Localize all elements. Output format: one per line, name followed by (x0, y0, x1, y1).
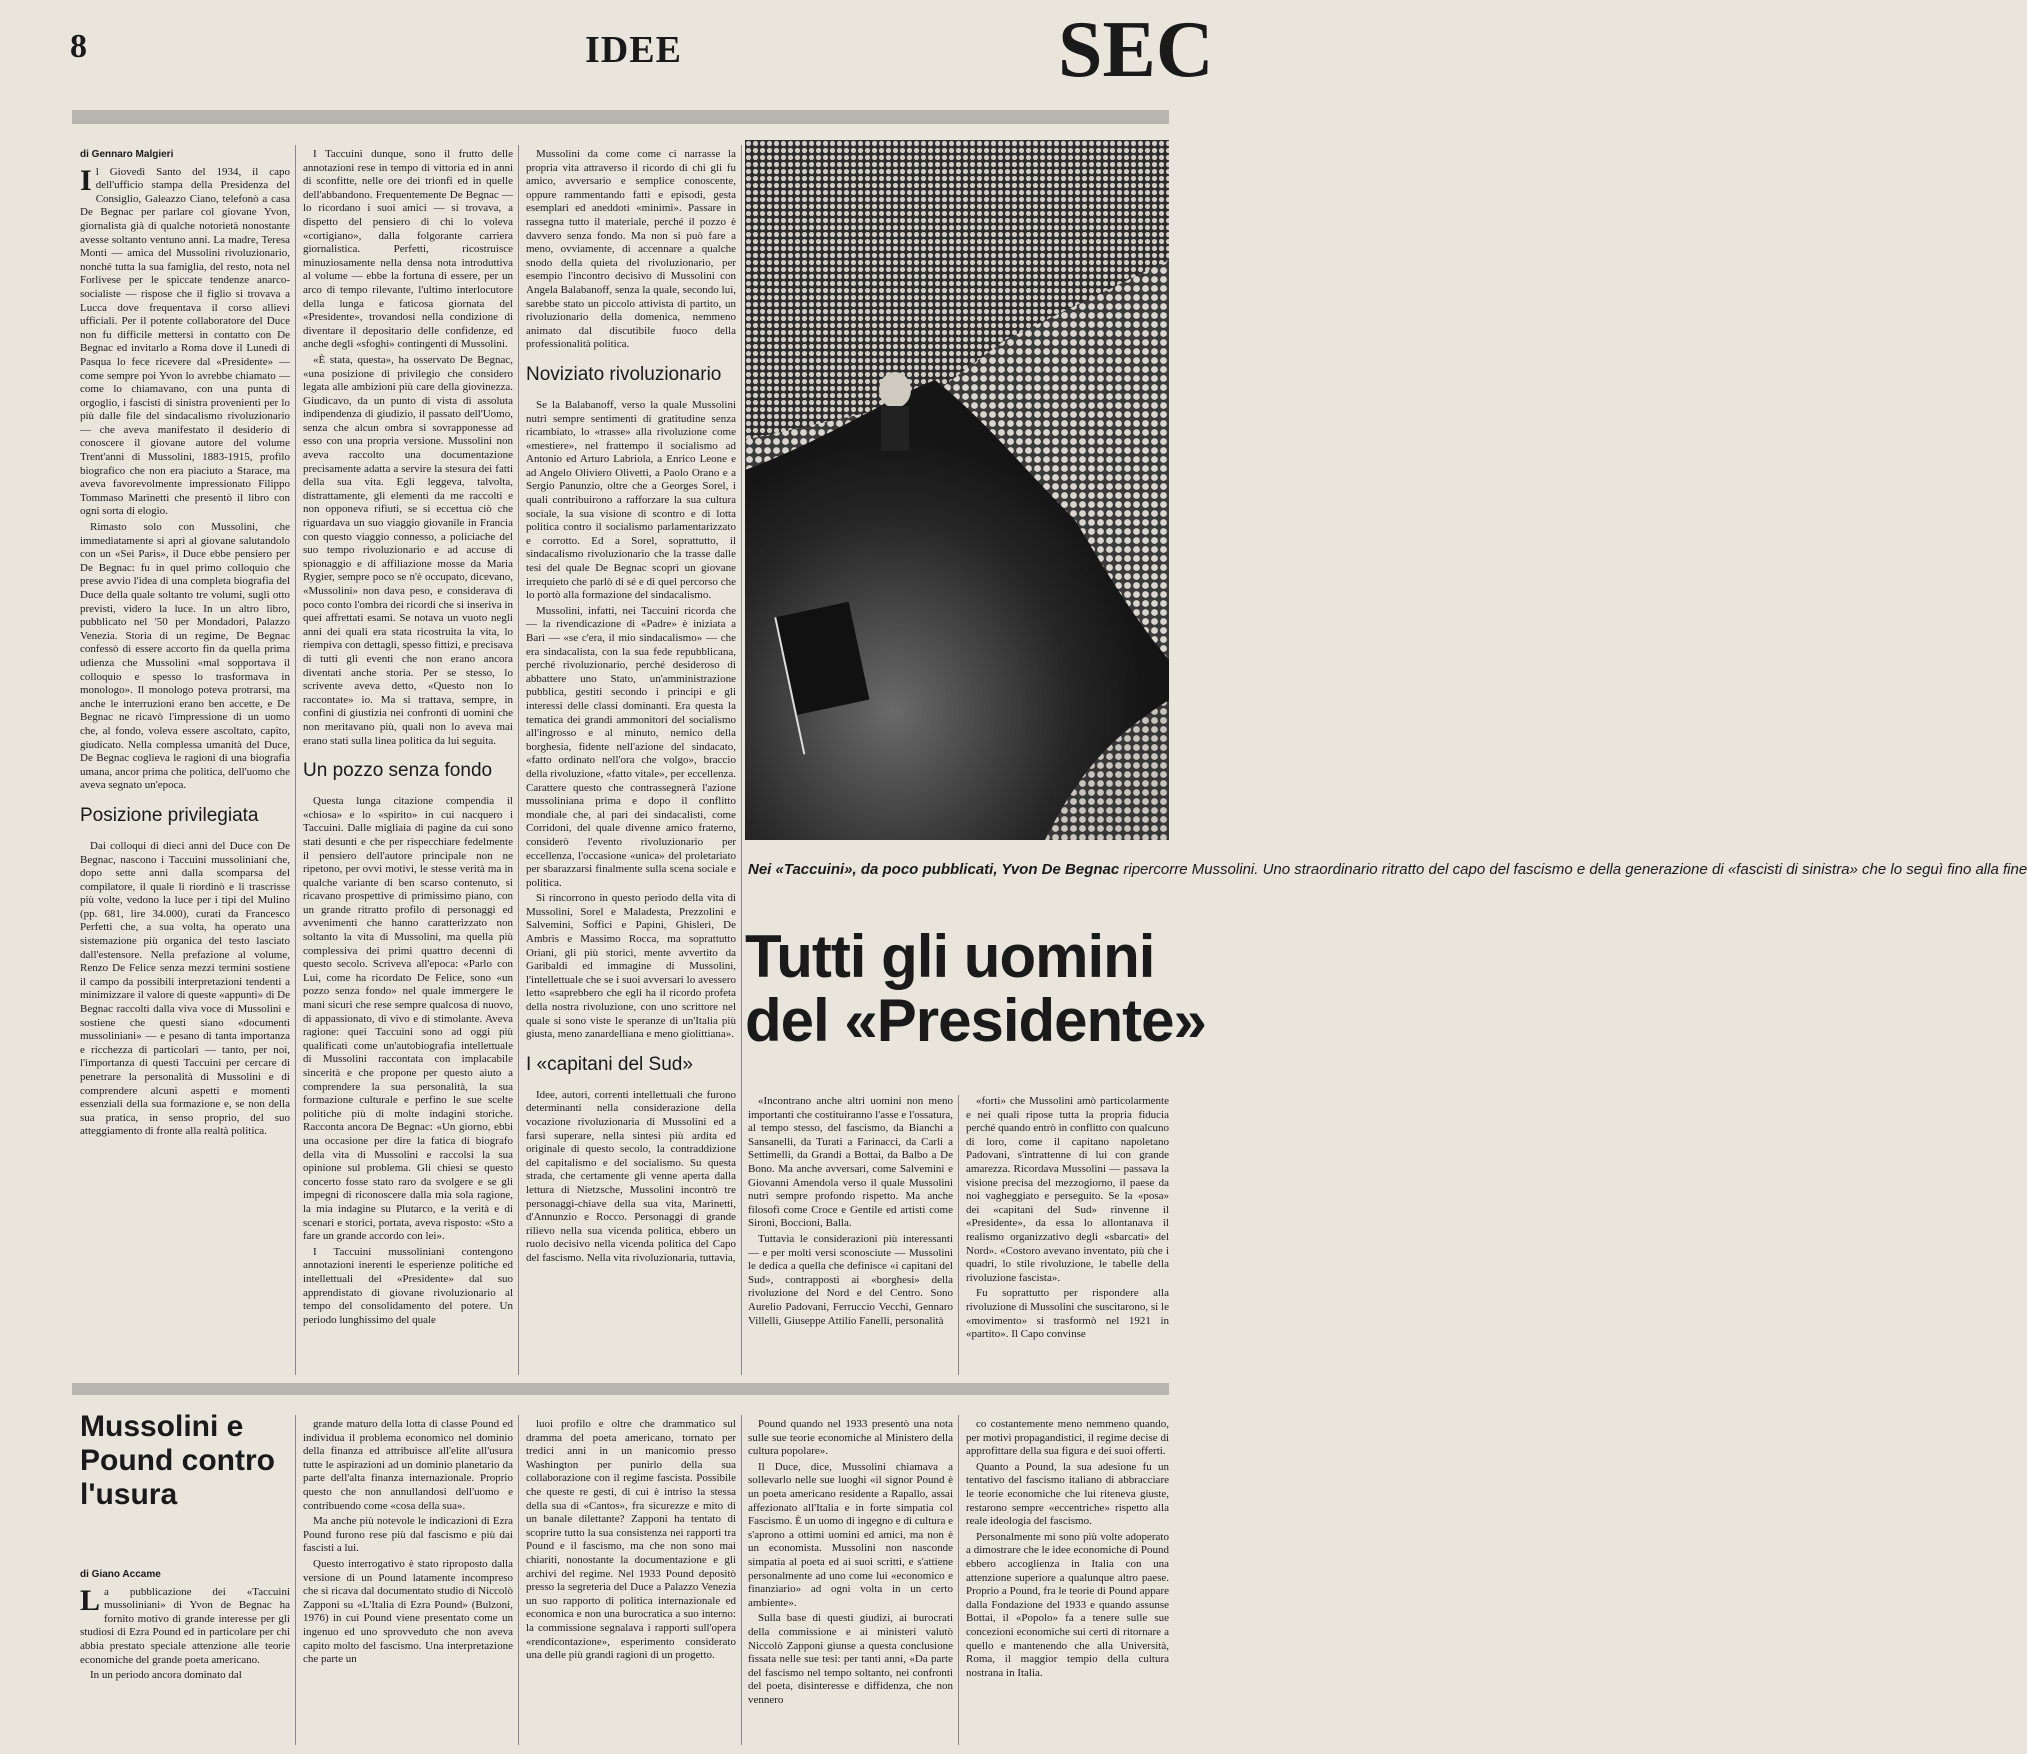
article2-paragraph: Sulla base di questi giudizi, ai burocrati della commissione e ai ministeri valutò Niccolò Zapponi giunse a questa conclusione fissata nelle sue tesi: per tanti anni, «Da parte del fascismo nel tempo soltanto, nei confronti del poeta, disinteresse e diffidenza, che non vennero (748, 1612, 953, 1706)
article1-paragraph: «È stata, questa», ha osservato De Begnac, «una posizione di privilegio che considero legata alle ambizioni più care della giovinezza. Giudicavo, da un punto di vista di assoluta indipendenza di giudizio, il passato dell'Uomo, senza che alcun ombra si sovrapponesse ad esso con una propria versione. Mussolini non aveva raccolto una documentazione precisamente adatta a servire la stesura dei fatti della sua vita. Egli leggeva, talvolta, distrattamente, gli elementi da me raccolti e non opponeva rifiuti, se si eccettua ciò che riguardava un suo viaggio giovanile in Francia con questo viaggio connesso, a policiache del suo tempo rivoluzionario e ad accuse di spionaggio e di affiliazione mosse da Maria Rygier, sempre poco se n'è occupato, dicevano, «Mussolini» non dava peso, e considerava di poco conto l'ombra dei ricordi che si inseriva in quei affrettati esami. Se notava un vuoto negli anni dei quali era stata ricostruita la vita, lo riempiva con dettagli, spesso fittizi, e precisava di tutti gli eventi che non erano ancora diventati anche storia. Per se stesso, lo scrivente aveva detto, «Questo non lo raccontate» io. Ma si trattava, sempre, in confini di giustizia nei confronti di uomini che non meritavano più, quali non lo aveva mai erano stati sulla linea politica da lui seguita. (303, 353, 513, 747)
column-divider (958, 1095, 959, 1375)
article2-paragraph: grande maturo della lotta di classe Pound ed individua il problema economico nel dominio della finanza ed attribuisce all'elite all'usura tutte le aspirazioni ad un dominio planetario da parte dell'alta finanza internazionale. Proprio questo che non annullandosi dell'uomo e contribuendo come «cosa della sua». (303, 1418, 513, 1512)
column-divider (741, 1415, 742, 1745)
article1-column-3 (526, 148, 736, 1373)
article2-paragraph: Quanto a Pound, la sua adesione fu un tentativo del fascismo italiano di abbracciare le teorie economiche che lui riteneva giuste, restarono sempre «eccentriche» rispetto alla reale ideologia del fascismo. (966, 1460, 1169, 1528)
subhead-noviziato-rivoluzionario: Noviziato rivoluzionario (526, 363, 722, 385)
article1-dropcap: I (80, 163, 92, 197)
article1-paragraph: Mussolini da come come ci narrasse la propria vita attraverso il ricordo di chi gli fu amico, avversario e semplice conoscente, oppure rammentando fatti e episodi, gesta esemplari ed aneddoti «minimi». Passare in rassegna tutto il materiale, perché il pozzo è davvero senza fondo. Ma non si può fare a meno, ovviamente, di accennare a qualche snodo della quieta del rivoluzionario, per esempio l'incontro decisivo di Mussolini con Angela Balabanoff, senza la quale, secondo lui, sarebbe stato un piccolo attivista di partito, un rivoluzionario della domenica, nemmeno animato dal discutibile fuoco della professionalità politica. (526, 148, 736, 351)
caption-lead: Nei «Taccuini», da poco pubblicati, Yvon De Begnac (748, 861, 1120, 878)
column-divider (741, 145, 742, 1375)
article1-paragraph: Questa lunga citazione compendia il «chiosa» e lo «spirito» in cui nacquero i Taccuini. Dalle migliaia di pagine da cui sono stati desunti e che per rispecchiare fedelmente il pensiero dell'autore principale non ne ripetono, per ovvi motivi, le stesse verità ma in qualche variante di ben scarso contenuto, si ricavano prospettive di primissimo piano, con un grande ritratto profilo di personaggi ed avvenimenti che hanno caratterizzato non soltanto la vita di Mussolini, ma quella più complessiva dei primi quattro decenni di questo secolo. Scriveva all'epoca: «Parlo con Lui, come ha ricordato De Felice, sono «un pozzo senza fondo» nel quale immergere le mani sicuri che rese sempre qualcosa di nuovo, di appassionato, di vivo e di stimolante. Aveva ragione: quei Taccuini sono ad oggi più qualificati come un'autobiografia intellettuale di Mussolini raccontata con implacabile sincerità e che propone per questo aiuto a comprendere la sua personalità, la sua formazione culturale e perfino le sue scelte politiche più di molte indagini storiche. Racconta ancora De Begnac: «Un giorno, ebbi una occasione per dire la fatica di biografo della vita di Mussolini e raccolsi la sua opinione sul problema. Gli chiesi se questo concerto fosse stato raro da svolgere e se gli impegni di riconoscere dalla mia sola ragione, la mia indagine su Plutarco, e la verità e di scenari e storici, portata, aveva risposto: «Sto a fare un grande accordo con lei». (303, 795, 513, 1243)
article1-column-1 (80, 148, 290, 1373)
section-divider (72, 1383, 1169, 1395)
article1-paragraph: Mussolini, infatti, nei Taccuini ricorda che — la rivendicazione di «Padre» è iniziata a Bari — «se c'era, il mio sindacalismo» — che era sindacalista, con la sua fede repubblicana, perché rivoluzionario, perché desideroso di abbattere uno Stato, un'amministrazione pubblica, gestiti secondo i principi e gli interessi delle classi dominanti. Era questa la tematica dei grandi ammonitori del socialismo all'ingrosso e al minuto, nemico della borghesia, fidente nell'azione del sindacato, «fatto ordinato nell'ora che volgo», braccio della rivoluzione, «fatto vitale», per eccellenza. Carattere questo che contrassegnerà l'azione mussoliniana prima e dopo il conflitto mondiale che, al pari dei sindacalisti, come Corridoni, del quale divenne amico fraterno, considerò l'evento rivoluzionario per eccellenza, l'occasione «unica» del proletariato per sbarazzarsi finalmente sulla scena sociale e politica. (526, 604, 736, 889)
article2-paragraph: Il Duce, dice, Mussolini chiamava a sollevarlo nelle sue luoghi «il signor Pound è un poeta americano residente a Rapallo, assai affezionato all'Italia e in forte simpatia col Fascismo. È un uomo di ingegno e di cultura e s'aprono a ottimi uomini ed amici, ma non è un economista. Mussolini non nasconde simpatia al poeta ed ai suoi scritti, e s'attiene personalmente ad uno come lui «economico e finanziario» ad ogni volta in un certo ambiente». (748, 1460, 953, 1609)
headline-line-2: del «Presidente» (745, 987, 1206, 1054)
article1-paragraph: Rimasto solo con Mussolini, che immediatamente si aprì al giovane salutandolo con un «Sei Paris», il Duce ebbe pensiero per De Begnac: fu in quel primo colloquio che prese avvio l'idea di una completa biografia del Duce della quale soltanto tre volumi, sugli otto previsti, videro la luce. In un altro libro, pubblicato nel '50 per Mondadori, Palazzo Venezia. Storia di un regime, De Begnac confessò di essere accorto fin da quella prima udienza che Mussolini «mal sopportava il colloquio e spesso lo trasformava in monologo». Il monologo poteva protrarsi, ma anche le interruzioni erano ben accette, e De Begnac ne ricavò l'impressione di un uomo che, al fondo, voleva essere ascoltato, capito, giudicato. Nella complessa umanità del Duce, De Begnac coglieva le ragioni di una biografia umana, ancor prima che politica, dell'uomo che aveva segnato un'epoca. (80, 521, 290, 792)
article1-paragraph: Tuttavia le considerazioni più interessanti — e per molti versi sconosciute — Mussolini le dedica a quella che definisce «i capitani del Sud», contrapposti ai «borghesi» della rivoluzione del Nord e del Centro. Sono Aurelio Padovani, Ferruccio Vecchi, Gennaro Villelli, Giuseppe Attilio Fanelli, personalità (748, 1232, 953, 1327)
photo-caption (748, 860, 2027, 880)
top-rule (72, 110, 1169, 124)
article2-text: a pubblicazione dei «Taccuini mussoliniani» di Yvon de Begnac ha fornito motivo di grande interesse per gli studiosi di Ezra Pound ed in particolare per chi abbia prestato speciale attenzione alle teorie economiche del grande poeta americano. (80, 1585, 290, 1666)
section-title: IDEE (585, 29, 682, 71)
article2-paragraph: luoi profilo e oltre che drammatico sul dramma del poeta americano, tornato per tredici anni in un manicomio presso Washington per punirlo della sua collaborazione con il regime fascista. Possibile che queste re gesti, di cui è intriso la stessa della sua di «Cantos», fra sicurezze e mito di un banale dilettante? Zapponi ha tentato di scoprire tutto la sua consistenza nei rapporti tra Pound e il fascismo, ma che non sono mai chiariti, nonostante la documentazione e gli archivi del regime. Nel 1933 Pound depositò presso la segreteria del Duce a Palazzo Venezia un suo rapporto di politica internazionale ed economica e non una burocratica a suo interno: la commissione segnalava i rapporti sull'opera «rendicontazione», esperimento considerato una delle più grandi ragioni di un progetto. (526, 1418, 736, 1662)
article1-paragraph: Se la Balabanoff, verso la quale Mussolini nutrì sempre sentimenti di gratitudine senza ricambiato, lo «trasse» alla rivoluzione come «mestiere», nel frattempo il socialismo ad Antonio ed Arturo Labriola, a Enrico Leone e ad Angelo Oliviero Olivetti, a Paolo Orano e a Sergio Panunzio, oltre che a Georges Sorel, i quali contribuirono a rafforzare la sua cultura sociale, la sua visione di scontro e di lotta politica contro il socialismo parlamentarizzato e corrotto. Ed a Sorel, soprattutto, il sindacalismo rivoluzionario che la trasse dalle tesi del quale De Begnac scoprì un giovane irrequieto che parlò di sé e di quel percorso che lo portò alla formazione del sindacalismo. (526, 398, 736, 602)
column-divider (518, 1415, 519, 1745)
main-headline (745, 923, 1206, 1054)
article1-paragraph: Idee, autori, correnti intellettuali che furono determinanti nella considerazione della vocazione rivoluzionaria di Mussolini ed a farsi superare, nella sintesi più ardita ed originale di questo secolo, la contraddizione del capitalismo e del socialismo. Su questa strada, che certamente gli venne aperta dalla lettura di Nietzsche, Mussolini incontrò tre personaggi-chiave della sua vita, Marinetti, d'Annunzio e Rocco. Personaggi di grande rilievo nella sua vicenda politica, ebbero un ruolo decisivo nella vicenda politica del Capo del fascismo. Nella vita rivoluzionaria, tuttavia, (526, 1088, 736, 1264)
subhead-capitani-del-sud: I «capitani del Sud» (526, 1053, 693, 1075)
article1-paragraph: I Taccuini mussoliniani contengono annotazioni inerenti le esperienze politiche ed intellettuali del «Presidente» dal suo apprendistato di giovane rivoluzionario al tempo del consolidamento del potere. Un periodo lunghissimo del quale (303, 1245, 513, 1326)
article2-paragraph: co costantemente meno nemmeno quando, per motivi propagandistici, il regime decise di approfittare della sua figura e dei suoi offerti. (966, 1418, 1169, 1458)
article1-byline: di Gennaro Malgieri (80, 149, 174, 160)
article1-paragraph: «Incontrano anche altri uomini non meno importanti che costituiranno l'asse e l'ossatura, al tempo stesso, del fascismo, da Bianchi a Sansanelli, da Turati a Farinacci, da Carli a Settimelli, da Grandi a Bottai, da Balbo a De Bono. Ma anche avversari, come Salvemini e Giovanni Amendola verso il quale Mussolini nutrì sempre profondo rispetto. Ma anche filosofi come Croce e Gentile ed artisti come Sironi, Boccioni, Balla. (748, 1095, 953, 1230)
article1-paragraph: Si rincorrono in questo periodo della vita di Mussolini, Sorel e Maladesta, Prezzolini e Salvemini, Soffici e Papini, Ghisleri, De Ambris e Massimo Rocca, ma soprattutto Oriani, gli più storici, mente avvertito da Garibaldi ed immagine di Mussolini, l'intellettuale che se i suoi avversari lo avessero letto «saprebbero che egli ha il ricordo profeta della nostra rivoluzione, con uno scrittore nel quale si sono viste le speranze di un'Italia più giusta, meno zanardelliana e meno giolittiana». (526, 892, 736, 1041)
masthead-fragment: SEC (1058, 6, 1214, 94)
article1-column-2 (303, 148, 513, 1373)
article2-dropcap: L (80, 1583, 101, 1617)
article1-paragraph: I Taccuini dunque, sono il frutto delle annotazioni rese in tempo di vittoria ed in anni di sconfitte, nelle ore dei trionfi ed in quelle dell'abbandono. Frequentemente De Begnac — lo ricordano i suoi amici — si trovava, a dispetto del pensiero di chi lo voleva «cortigiano», dalla folgorante carriera giornalistica. Perfetti, ricostruisce minuziosamente nella densa nota introduttiva al volume — ebbe la fortuna di essere, per un arco di tempo rilevante, l'ultimo interlocutore della lunga e faticosa giornata del «Presidente», trovandosi nella condizione di diventare il depositario delle confidenze, ed anche degli «sfoghi» contingenti di Mussolini. (303, 148, 513, 351)
subhead-un-pozzo-senza-fondo: Un pozzo senza fondo (303, 760, 493, 782)
article2-column-2 (303, 1418, 513, 1748)
article2-title: Mussolini e Pound contro l'usura (80, 1410, 275, 1511)
article2-byline: di Giano Accame (80, 1569, 161, 1580)
headline-line-1: Tutti gli uomini (745, 923, 1155, 990)
article2-paragraph: In un periodo ancora dominato dal (90, 1669, 242, 1682)
article2-column-5 (966, 1418, 1169, 1748)
article2-paragraph: Personalmente mi sono più volte adoperato a dimostrare che le idee economiche di Pound ebbero accoglienza in Italia con una attenzione superiore a qualunque altro paese. Proprio a Pound, fra le teorie di Pound appare dalla Fondazione del 1933 e quando assunse Bottai, il «Popolo» fa a tenere sulle sue concezioni economiche sui certi di ritornare a quello e mantenendo che alla Università, Roma, il maggior tempio della cultura nostrana in Italia. (966, 1530, 1169, 1679)
article1-paragraph: Dai colloqui di dieci anni del Duce con De Begnac, nascono i Taccuini mussoliniani che, dopo sette anni dalla scomparsa del compilatore, il quale li riordinò e li trascrisse più volte, vedono la luce per i tipi del Mulino (pp. 681, lire 34.000), curati da Francesco Perfetti che, a sua volta, ha operato una sistemazione più organica del testo lasciato dall'estensore. Nella prefazione al volume, Renzo De Felice senza mezzi termini sostiene il campo da possibili interpretazioni tendenti a minimizzare il valore di queste «appunti» di De Begnac raccolti dalla viva voce di Mussolini e sostiene che questi siano «documenti mussoliniani» — e pesano di tanta importanza e ricchezza di particolari — tanto, per noi, l'importanza di questi Taccuini per cercare di penetrare la personalità di Mussolini e di comprendere alcuni aspetti e momenti essenziali della sua formazione e, se non della sua pratica, in senso proprio, del suo atteggiamento di fronte alla realtà politica. (80, 839, 290, 1138)
article2-column-1 (80, 1568, 290, 1748)
subhead-posizione-privilegiata: Posizione privilegiata (80, 804, 259, 826)
crowd-photograph (745, 140, 1169, 840)
article2-column-3 (526, 1418, 736, 1748)
article2-column-4 (748, 1418, 953, 1748)
article2-paragraph: Ma anche più notevole le indicazioni di Ezra Pound furono rese più dal fascismo e più dai fascisti a lui. (303, 1515, 513, 1555)
article1-column-5 (966, 1095, 1169, 1373)
column-divider (295, 145, 296, 1375)
column-divider (518, 145, 519, 1375)
column-divider (958, 1415, 959, 1745)
caption-text: ripercorre Mussolini. Uno straordinario ritratto del capo del fascismo e della generazione di «fascisti di sinistra» che lo seguì fino alla fine (1123, 861, 2027, 878)
article2-paragraph: Pound quando nel 1933 presentò una nota sulle sue teorie economiche al Ministero della cultura popolare». (748, 1418, 953, 1458)
article1-column-4 (748, 1095, 953, 1373)
column-divider (295, 1415, 296, 1745)
article1-paragraph: «forti» che Mussolini amò particolarmente e nei quali ripose tutta la propria fiducia perché quando entrò in conflitto con qualcuno di loro, come il capitano napoletano Padovani, s'intrattenne di lui con grande amarezza. Ricordava Mussolini — passava la visione precisa del mezzogiorno, il paese da noi vagheggiato e perseguito. Se la «posa» dei «capitani del Sud» rinvenne il «Presidente», da essa lo allontanava il realismo organizzativo degli «sbarcati» del Nord». «Costoro avevano inventato, più che i quadri, lo stile rivoluzione, le tabelle della rivoluzione fascista». (966, 1095, 1169, 1284)
article2-paragraph: Questo interrogativo è stato riproposto dalla versione di un Pound latamente incompreso che si ricava dal documentato studio di Niccolò Zapponi su «L'Italia di Ezra Pound» (Bulzoni, 1976) in cui Pound viene presentato come un ingenuo ed uno sprovveduto che non aveva capito molto del fascismo. Una interpretazione che parte un (303, 1557, 513, 1666)
article1-paragraph: Fu soprattutto per rispondere alla rivoluzione di Mussolini che suscitarono, si le «movimento» si trasformò nel 1921 in «partito». Il Capo convinse (966, 1287, 1169, 1341)
page-number: 8 (70, 28, 87, 65)
article1-text: l Giovedì Santo del 1934, il capo dell'ufficio stampa della Presidenza del Consiglio, Galeazzo Ciano, telefonò a casa De Begnac per parlare col giovane Yvon, giornalista già di qualche notorietà nonostante avesse soltanto ventuno anni. La madre, Teresa Monti — amica del Mussolini rivoluzionario, nonché tutta la sua famiglia, del resto, nota nel Forlivese per le spiccate tendenze anarco-socialiste — rispose che il figlio si trovava a Lucca dove frequentava il corso allievi ufficiali. Per il potente collaboratore del Duce non fu difficile mettersi in contatto con De Begnac ed invitarlo a Roma dove il Lunedì di Pasqua lo fece ricevere dal «Presidente» — come sempre poi Yvon lo avrebbe chiamato — come lo chiamavano, con una punta di orgoglio, i fascisti di sinistra provenienti per lo più dalle file del sindacalismo rivoluzionario — che aveva manifestato il desiderio di conoscere il giovane autore del volume Trent'anni di Mussolini, 1883-1915, profilo biografico che non era piaciuto a Starace, ma aveva favorevolmente impressionato Filippo Tommaso Marinetti che presentò il libro con ogni sorta di elogio. (80, 165, 290, 518)
